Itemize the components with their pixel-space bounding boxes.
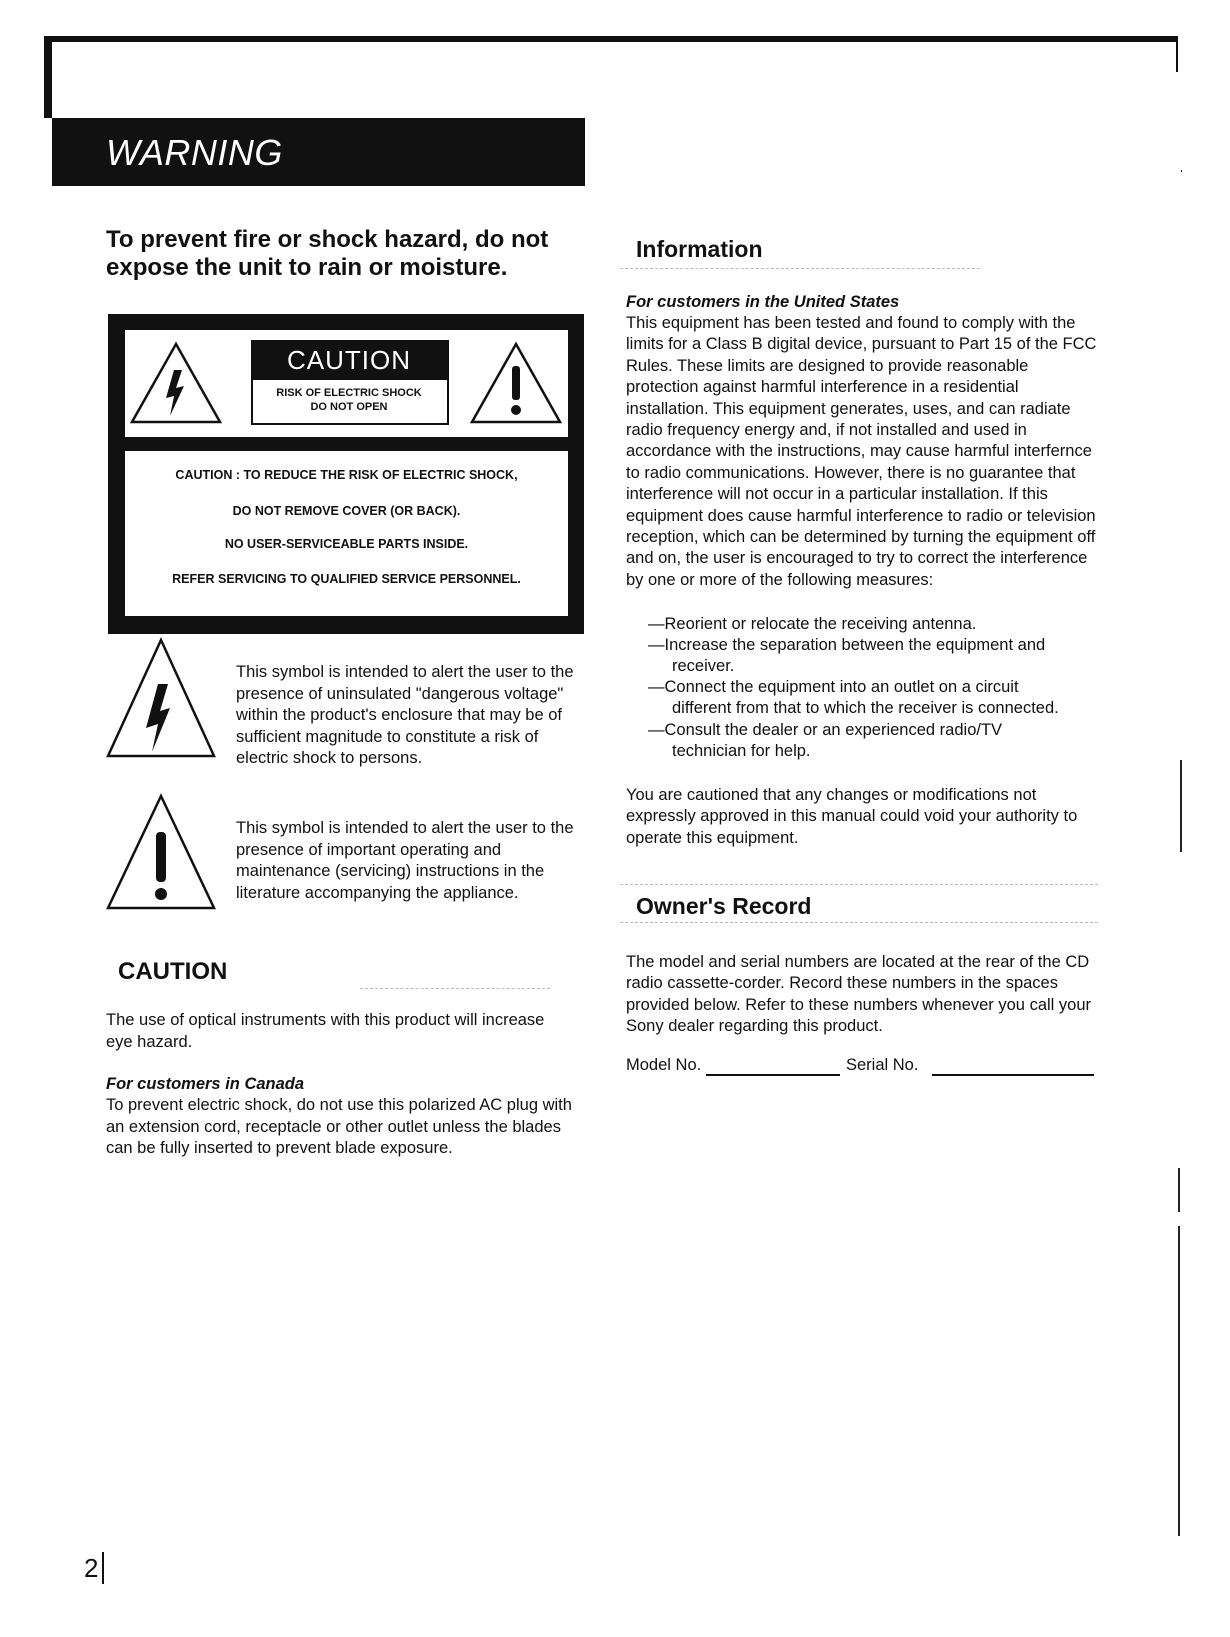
caution-box-line2: DO NOT REMOVE COVER (OR BACK).	[232, 504, 461, 518]
lightning-symbol-description: This symbol is intended to alert the user to the presence of uninsulated "dangerous voltage" within the product's enclosure that may be of sufficient magnitude to constitute a risk of electric shock to persons.	[236, 663, 574, 767]
model-label: Model No.	[626, 1056, 702, 1074]
heading-rule	[620, 922, 1098, 924]
page-number-rule	[102, 1552, 104, 1584]
measure-outlet-cont: different from that to which the receiver is connected.	[672, 699, 1059, 717]
measure-outlet: —Connect the equipment into an outlet on a circuit	[648, 678, 1019, 696]
margin-line	[1178, 1226, 1180, 1536]
page-number: 2	[84, 1553, 99, 1583]
page-frame-right	[1176, 36, 1178, 72]
heading-rule	[360, 988, 550, 990]
caution-box-line1: CAUTION : TO REDUCE THE RISK OF ELECTRIC SHOCK,	[175, 468, 518, 482]
owners-record-text: The model and serial numbers are located at the rear of the CD radio cassette-corder. Record these numbers in the spaces provided below. Refer to these numbers whenever you call your Sony dealer regarding this product.	[626, 953, 1092, 1036]
exclamation-symbol-icon	[104, 792, 218, 912]
margin-line	[1180, 760, 1182, 852]
hazard-notice-line2: expose the unit to rain or moisture.	[106, 254, 508, 281]
caution-label-subtitle	[251, 386, 447, 414]
canada-heading: For customers in Canada	[106, 1075, 305, 1093]
caution-heading: CAUTION	[118, 958, 228, 985]
fcc-compliance-text: This equipment has been tested and found to comply with the limits for a Class B digital device, pursuant to Part 15 of the FCC Rules. These limits are designed to provide reasonable protection against harmful interference in a residential installation. This equipment generates, uses, and can radiate radio frequency energy and, if not installed and used in accordance with the instructions, may cause harmful interfernce to radio communications. However, there is no guarantee that interference will not occur in a particular installation. If this equipment does cause harmful interference to radio or television reception, which can be determined by turning the equipment off and on, the user is encouraged to try to correct the interference by one or more of the following measures:	[626, 314, 1097, 589]
us-customers-heading: For customers in the United States	[626, 293, 900, 311]
hazard-notice-line1: To prevent fire or shock hazard, do not	[106, 226, 549, 253]
margin-line	[1178, 1168, 1180, 1212]
hazard-notice	[106, 226, 576, 282]
optical-caution-text: The use of optical instruments with this product will increase eye hazard.	[106, 1011, 545, 1051]
page-frame-left	[44, 36, 52, 118]
measure-reorient: —Reorient or relocate the receiving antenna.	[648, 615, 977, 633]
caution-risk-line2: DO NOT OPEN	[310, 401, 388, 413]
heading-rule	[620, 268, 980, 270]
caution-risk-line1: RISK OF ELECTRIC SHOCK	[276, 387, 422, 399]
caution-box-line3: NO USER-SERVICEABLE PARTS INSIDE.	[224, 537, 469, 551]
caution-box-line4: REFER SERVICING TO QUALIFIED SERVICE PERSONNEL.	[172, 572, 521, 586]
page-frame-top	[44, 36, 1178, 42]
information-heading: Information	[636, 236, 763, 262]
lightning-symbol-icon	[104, 636, 218, 760]
caution-label-title: CAUTION	[251, 340, 447, 380]
measure-dealer: —Consult the dealer or an experienced radio/TV	[648, 721, 1003, 739]
serial-row	[846, 1056, 918, 1075]
serial-label: Serial No.	[846, 1056, 919, 1074]
exclamation-warning-icon	[468, 340, 564, 426]
measure-separation-cont: receiver.	[672, 657, 735, 675]
model-number-field[interactable]	[706, 1074, 840, 1076]
warning-title: WARNING	[106, 132, 283, 173]
owners-record-heading: Owner's Record	[636, 893, 812, 919]
measure-separation: —Increase the separation between the equipment and	[648, 636, 1046, 654]
margin-mark	[1181, 170, 1182, 172]
exclamation-symbol-description: This symbol is intended to alert the user to the presence of important operating and maintenance (servicing) instructions in the literature accompanying the appliance.	[236, 819, 574, 902]
canada-text: To prevent electric shock, do not use this polarized AC plug with an extension cord, receptacle or other outlet unless the blades can be fully inserted to prevent blade exposure.	[106, 1096, 572, 1157]
lightning-warning-icon	[128, 340, 224, 426]
heading-rule	[620, 884, 1098, 886]
serial-number-field[interactable]	[932, 1074, 1094, 1076]
model-serial-row	[626, 1056, 701, 1075]
modifications-caution-text: You are cautioned that any changes or modifications not expressly approved in this manual could void your authority to operate this equipment.	[626, 786, 1078, 847]
measure-dealer-cont: technician for help.	[672, 742, 811, 760]
